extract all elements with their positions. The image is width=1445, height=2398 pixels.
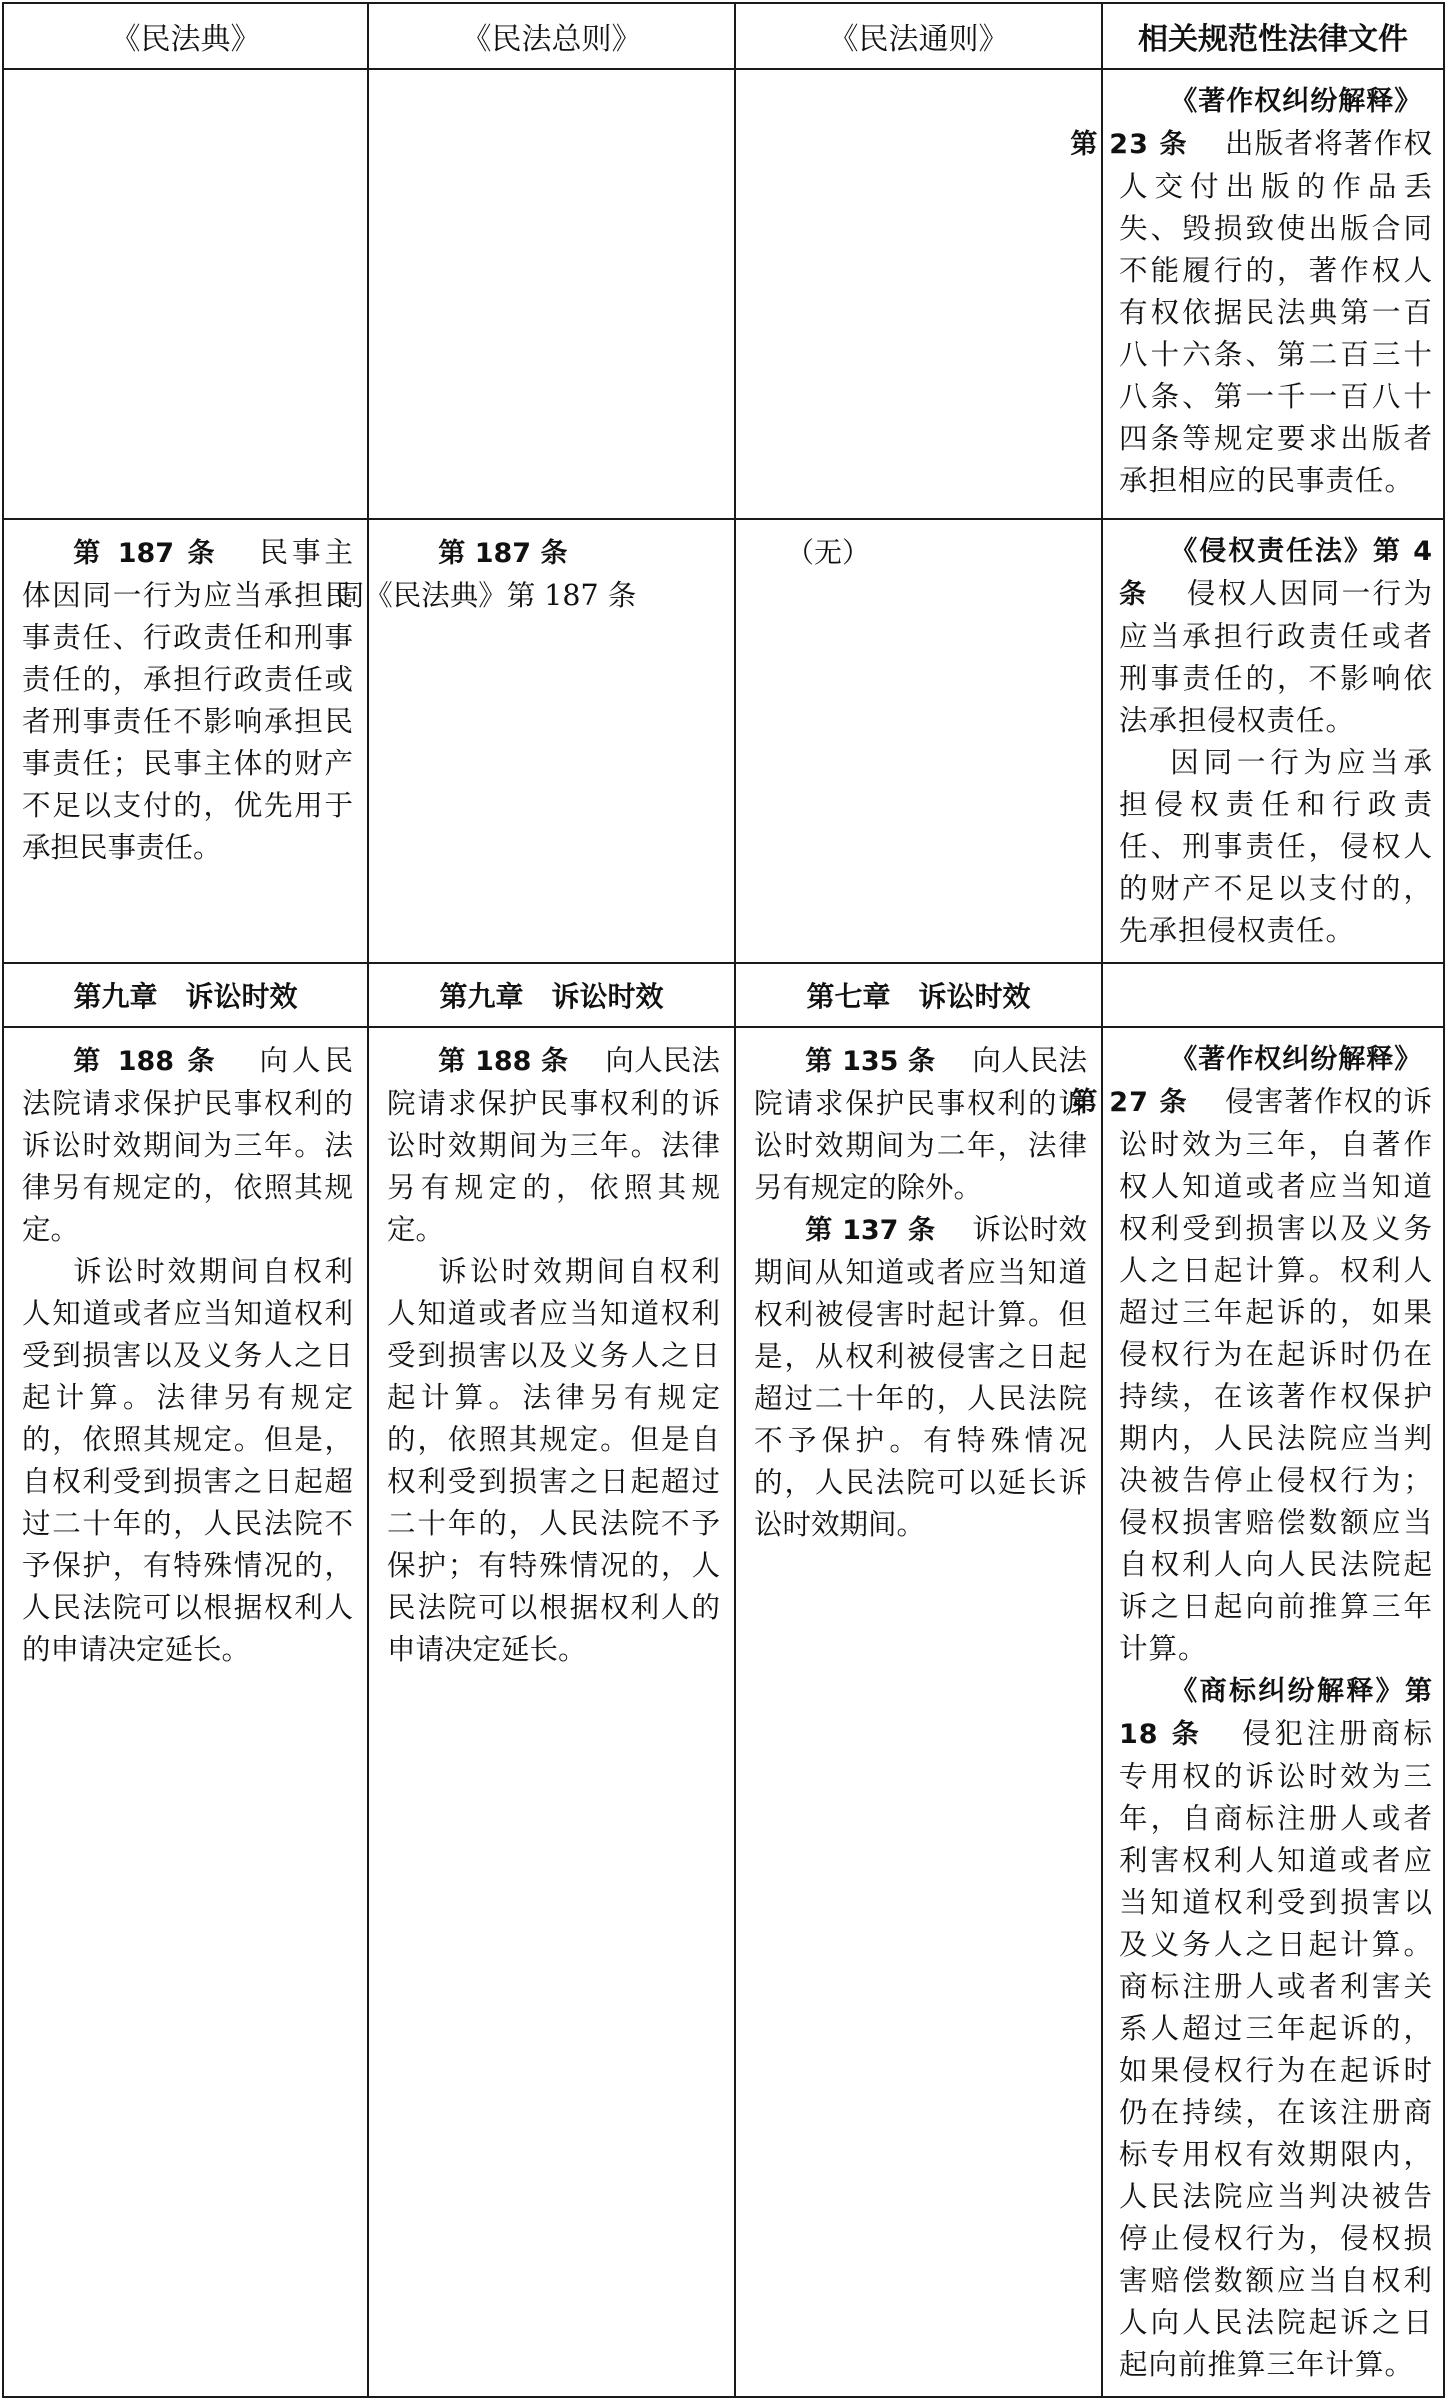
article-text: 出版者将著作权人交付出版的作品丢失、毁损致使出版合同不能履行的，著作权人有权依据民法典第一百八十六条、第二百三十八条、第一千一百八十四条等规定要求出版者承担相应的民事责任。 — [1119, 127, 1433, 497]
table-row — [3, 1027, 1444, 2397]
table-cell-empty — [735, 69, 1102, 519]
table-cell-empty — [3, 69, 368, 519]
related-paragraph — [1119, 530, 1433, 742]
header-related-documents: 相关规范性法律文件 — [1102, 3, 1444, 69]
article-text: 民事主体因同一行为应当承担民事责任、行政责任和刑事责任的，承担行政责任或者刑事责任不影响承担民事责任；民事主体的财产不足以支付的，优先用于承担民事责任。 — [22, 536, 353, 864]
table-cell-general-provisions — [368, 1027, 735, 2397]
article-number: 第 187 条 — [73, 538, 219, 569]
related-paragraph — [1070, 80, 1433, 502]
table-cell-related — [1070, 1027, 1444, 2397]
related-paragraph: 因同一行为应当承担侵权责任和行政责任、刑事责任，侵权人的财产不足以支付的，先承担侵权责任。 — [1119, 746, 1433, 947]
document-title: 《商标纠纷解释》第 18 条 — [1119, 1676, 1433, 1750]
chapter-heading: 第九章 诉讼时效 — [368, 963, 735, 1027]
table-cell-civil-code — [3, 1027, 368, 2397]
article-paragraph — [335, 532, 720, 617]
article-text: 向人民法院请求保护民事权利的诉讼时效期间为三年。法律另有规定的，依照其规定。 — [387, 1044, 720, 1246]
law-comparison-table — [2, 2, 1445, 2398]
article-text: 侵犯注册商标专用权的诉讼时效为三年，自商标注册人或者利害权利人知道或者应当知道权利受到损害以及义务人之日起计算。商标注册人或者利害关系人超过三年起诉的，如果侵权行为在起诉时仍在持续，在该注册商标专用权有效期限内，人民法院应当判决被告停止侵权行为，侵权损害赔偿数额应当自权利人向人民法院起诉之日起向前推算三年计算。 — [1119, 1717, 1433, 2381]
article-text: 向人民法院请求保护民事权利的诉讼时效期间为二年，法律另有规定的除外。 — [754, 1044, 1087, 1204]
chapter-heading: 第七章 诉讼时效 — [735, 963, 1102, 1027]
article-paragraph — [754, 1040, 1087, 1209]
chapter-heading — [1102, 963, 1444, 1027]
table-cell-empty — [368, 69, 735, 519]
table-cell-civil-code — [3, 519, 368, 963]
header-general-principles: 《民法通则》 — [735, 3, 1102, 69]
article-paragraph — [387, 1040, 720, 1251]
header-row — [3, 3, 1444, 69]
related-paragraph — [1070, 1038, 1433, 1670]
article-number: 第 27 条 — [1070, 1087, 1188, 1118]
article-paragraph — [754, 1209, 1087, 1546]
article-number: 第 137 条 — [805, 1215, 936, 1246]
article-number: 第 135 条 — [805, 1046, 936, 1077]
article-number: 第 23 条 — [1070, 129, 1188, 160]
document-title: 《著作权纠纷解释》 — [1170, 86, 1423, 117]
header-civil-code: 《民法典》 — [3, 3, 368, 69]
table-row — [3, 519, 1444, 963]
article-text: 诉讼时效期间从知道或者应当知道权利被侵害时起计算。但是，从权利被侵害之日起超过二十年的，人民法院不予保护。有特殊情况的，人民法院可以延长诉讼时效期间。 — [754, 1213, 1087, 1541]
article-paragraph: 诉讼时效期间自权利人知道或者应当知道权利受到损害以及义务人之日起计算。法律另有规定的，依照其规定。但是自权利受到损害之日起超过二十年的，人民法院不予保护；有特殊情况的，人民法院可以根据权利人的申请决定延长。 — [387, 1255, 720, 1666]
document-title: 《著作权纠纷解释》 — [1170, 1044, 1423, 1075]
table-cell-related — [1102, 519, 1444, 963]
article-text: 同《民法典》第 187 条 — [335, 579, 637, 612]
header-general-provisions: 《民法总则》 — [368, 3, 735, 69]
related-paragraph — [1119, 1670, 1433, 2386]
table-cell-general-principles — [735, 519, 1102, 963]
article-text: 侵权人因同一行为应当承担行政责任或者刑事责任的，不影响依法承担侵权责任。 — [1119, 577, 1433, 737]
table-cell-general-principles — [735, 1027, 1102, 2397]
article-paragraph — [22, 1040, 353, 1251]
article-number: 第 188 条 — [73, 1046, 219, 1077]
table-cell-related — [1070, 69, 1444, 519]
article-number: 第 188 条 — [438, 1046, 569, 1077]
article-text: 向人民法院请求保护民事权利的诉讼时效期间为三年。法律另有规定的，依照其规定。 — [22, 1044, 353, 1246]
article-number: 第 187 条 — [438, 538, 568, 569]
article-text: 侵害著作权的诉讼时效为三年，自著作权人知道或者应当知道权利受到损害以及义务人之日起计算。权利人超过三年起诉的，如果侵权行为在起诉时仍在持续，在该著作权保护期内，人民法院应当判决被告停止侵权行为；侵权损害赔偿数额应当自权利人向人民法院起诉之日起向前推算三年计算。 — [1119, 1085, 1433, 1665]
chapter-row — [3, 963, 1444, 1027]
document-title: 《侵权责任法》第 4 条 — [1119, 536, 1433, 610]
none-text: （无） — [786, 536, 871, 569]
article-paragraph — [22, 532, 353, 869]
table-cell-general-provisions — [335, 519, 735, 963]
article-paragraph: 诉讼时效期间自权利人知道或者应当知道权利受到损害以及义务人之日起计算。法律另有规定的，依照其规定。但是，自权利受到损害之日起超过二十年的，人民法院不予保护，有特殊情况的，人民法院可以根据权利人的申请决定延长。 — [22, 1255, 353, 1666]
table-row — [3, 69, 1444, 519]
chapter-heading: 第九章 诉讼时效 — [3, 963, 368, 1027]
